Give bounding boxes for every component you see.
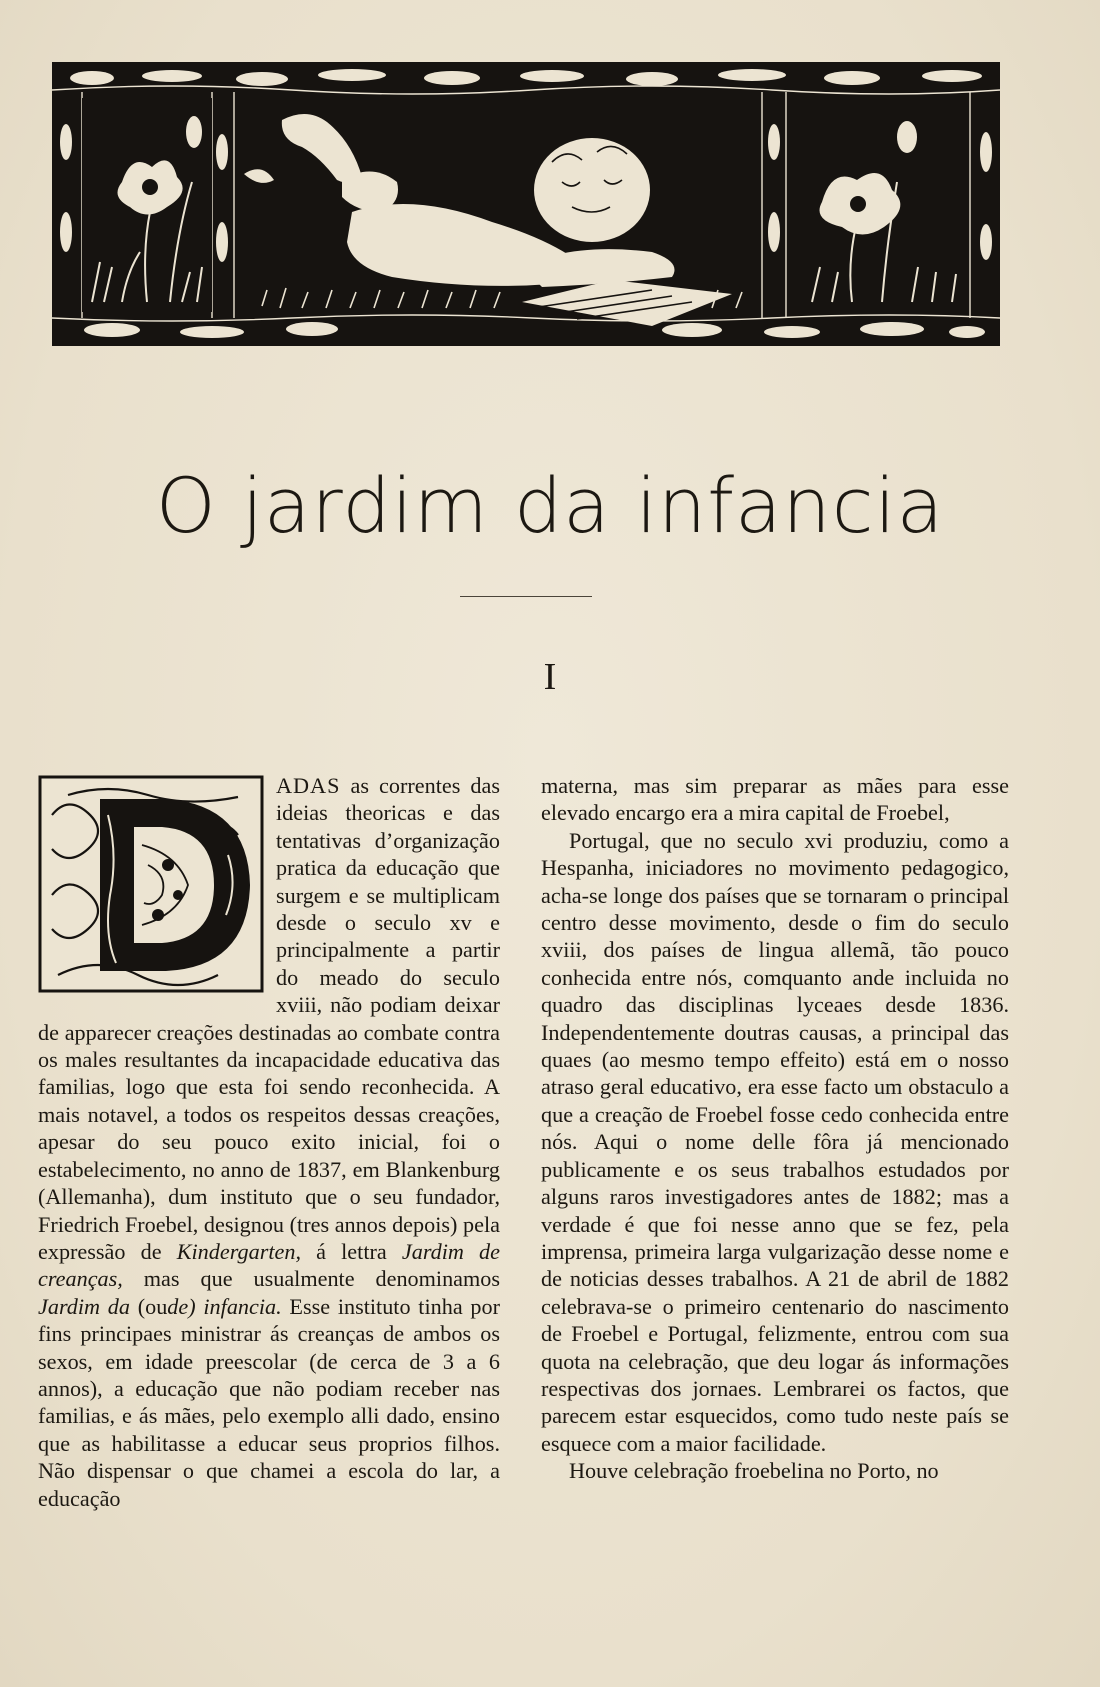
paragraph: Portugal, que no seculo xvi produziu, como a Hespanha, iniciadores no movimento pedagogico, acha-se longe dos países que se tornaram o principal centro desse movimento, desde o fim do seculo xviii, dos países de lingua allemã, tão pouco conhecida entre nós, comquanto ande incluida no quadro das disciplinas lyceaes desde 1836. Independentemente doutras causas, a principal das quaes (ao mesmo tempo effeito) está em o nosso atraso geral educativo, era esse facto um obstaculo a que a creação de Froebel fosse cedo conhecida entre nós. Aqui o nome delle fôra já mencionado publicamente e os seus trabalhos estudados por alguns raros investigadores antes de 1882; mas a verdade é que foi nesse anno que se fez, pela imprensa, primeira larga vulgarização desse nome e de noticias desses trabalhos. A 21 de abril de 1882 celebrava-se o primeiro centenario do nascimento de Froebel e Portugal, felizmente, entrou com sua quota na celebração, que deu logar ás informações respectivas dos jornaes. Lembrarei os factos, que parecem estar esquecidos, como tudo neste país se esquece com a maior facilidade. bbox=[541, 827, 1009, 1456]
term-infancia: infancia. bbox=[203, 1293, 282, 1319]
term-jardim-de-creancas: Jardim de creanças, bbox=[38, 1238, 500, 1292]
term-jardim-da: Jardim da bbox=[38, 1293, 130, 1319]
paragraph-text: mas que usualmente denominamos bbox=[143, 1266, 500, 1292]
title-divider bbox=[460, 596, 592, 597]
paragraph-continuation: materna, mas sim preparar as mães para esse elevado encargo era a mira capital de Froebel, bbox=[541, 773, 1009, 826]
drop-cap-lead-word: ADAS bbox=[276, 773, 341, 798]
article-title: O jardim da infancia bbox=[155, 461, 945, 550]
left-column bbox=[38, 772, 500, 1512]
term-kindergarten: Kindergarten, bbox=[176, 1238, 302, 1264]
ornamental-letter-d-icon bbox=[38, 775, 264, 993]
right-column bbox=[541, 772, 1009, 1485]
paragraph-text: as correntes das ideias theoricas e das tentativas d’organização pratica da educação que surgem e se multiplicam desde o seculo xv e principalmente a partir do meado do seculo xviii, não podiam deixar de apparecer creações destinadas ao combate contra os males resultantes da incapacidade educativa das familias, logo que esta foi sendo reconhecida. A mais notavel, a todos os respeitos dessas creações, apesar do seu pouco exito inicial, foi o estabelecimento, no anno de 1837, em Blankenburg (Allemanha), dum instituto que o seu fundador, Friedrich Froebel, designou (tres annos depois) pela expressão de bbox=[38, 773, 501, 1264]
paragraph-text: (ou bbox=[137, 1293, 168, 1319]
paragraph-text: á lettra bbox=[316, 1238, 387, 1264]
paragraph-text: Esse instituto tinha por fins principaes ministrar ás creanças de ambos os sexos, em idade preescolar (de cerca de 3 a 6 annos), a educação que não podiam receber nas familias, e ás mães, pelo exemplo alli dado, ensino que as habilitasse a educar seus proprios filhos. Não dispensar o que chamei a escola do lar, a educação bbox=[38, 1293, 500, 1511]
cherub-reading-book-banner-icon bbox=[52, 62, 1000, 346]
section-numeral: I bbox=[543, 656, 557, 698]
term-de: de) bbox=[167, 1293, 196, 1319]
paragraph: Houve celebração froebelina no Porto, no bbox=[569, 1458, 939, 1484]
